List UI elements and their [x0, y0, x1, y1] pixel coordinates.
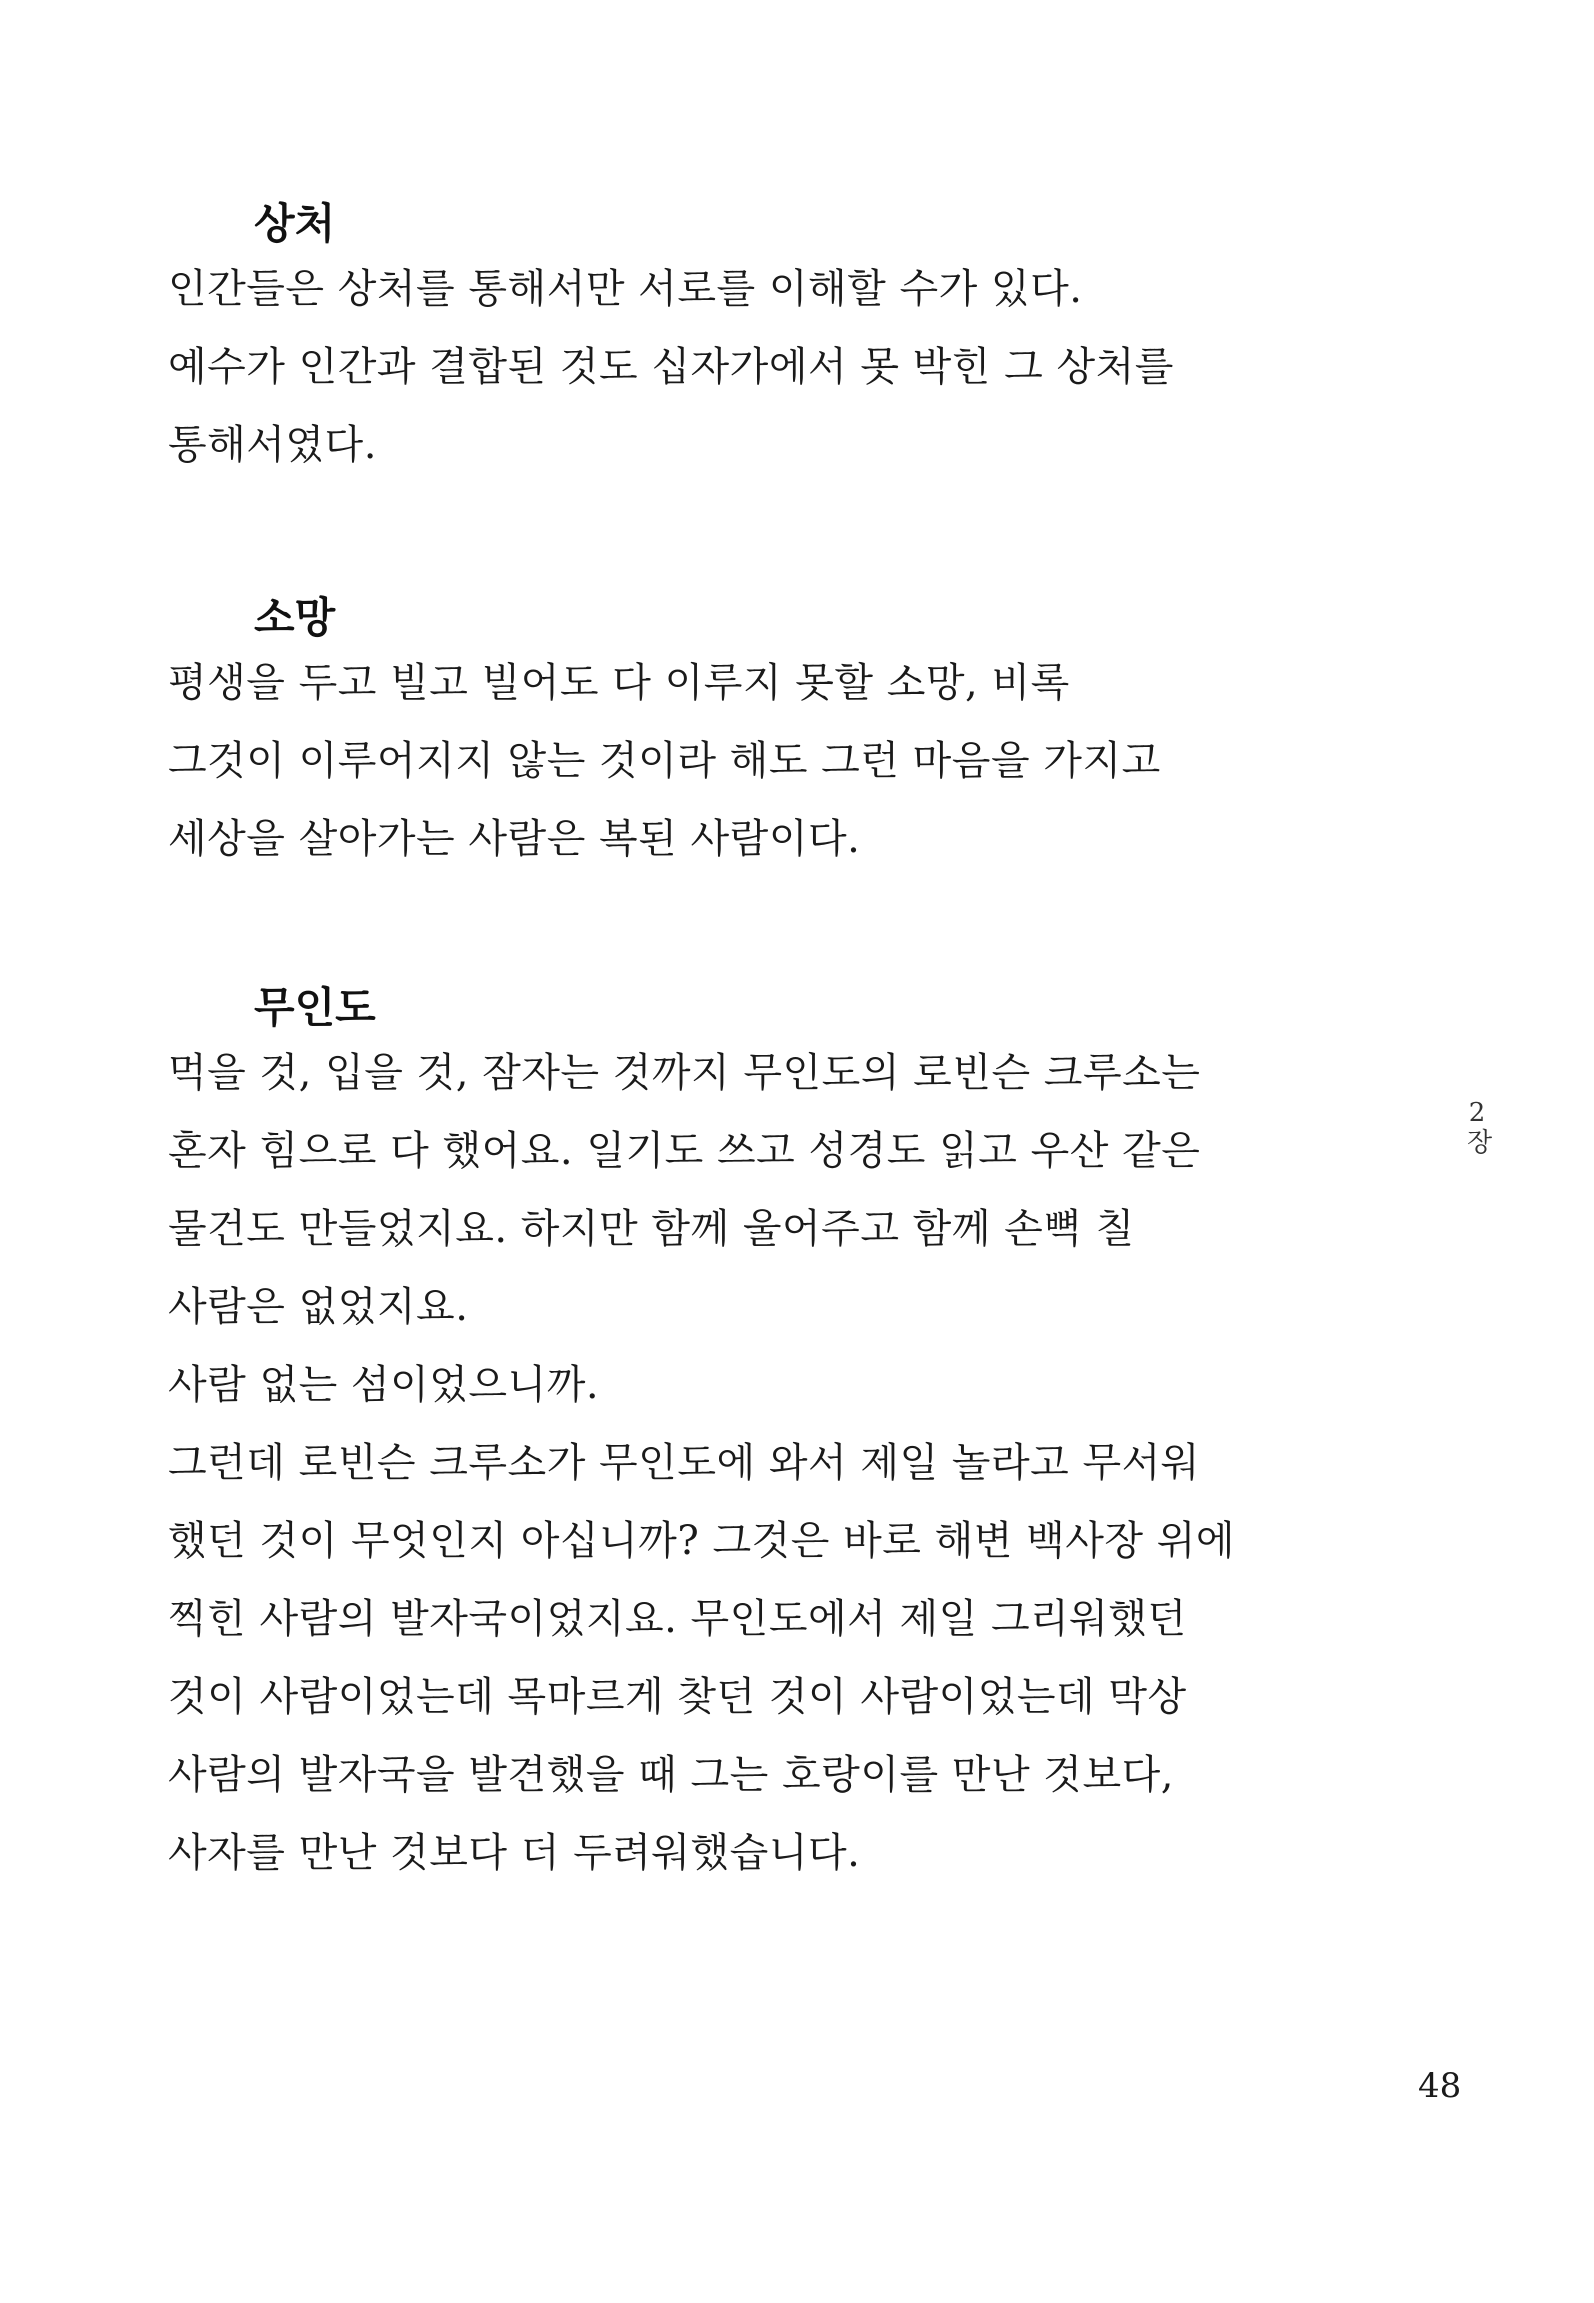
body-line: 인간들은 상처를 통해서만 서로를 이해할 수가 있다.: [168, 266, 1083, 312]
body-line: 사자를 만난 것보다 더 두려워했습니다.: [168, 1830, 861, 1876]
body-line: 찍힌 사람의 발자국이었지요. 무인도에서 제일 그리워했던: [168, 1596, 1187, 1642]
section-body: [168, 1034, 1235, 1892]
page-number: 48: [1418, 2066, 1462, 2106]
body-line: 물건도 만들었지요. 하지만 함께 울어주고 함께 손뼉 칠: [168, 1206, 1135, 1252]
section-body: [168, 644, 1161, 878]
body-line: 그런데 로빈슨 크루소가 무인도에 와서 제일 놀라고 무서워: [168, 1440, 1200, 1486]
section-title: 소망: [254, 593, 336, 642]
body-line: 먹을 것, 입을 것, 잠자는 것까지 무인도의 로빈슨 크루소는: [168, 1050, 1201, 1096]
body-line: 사람 없는 섬이었으니까.: [168, 1362, 600, 1408]
section-title: 무인도: [254, 983, 376, 1032]
body-line: 세상을 살아가는 사람은 복된 사람이다.: [168, 816, 861, 862]
section-title: 상처: [254, 199, 336, 248]
body-line: 것이 사람이었는데 목마르게 찾던 것이 사람이었는데 막상: [168, 1674, 1187, 1720]
body-line: 했던 것이 무엇인지 아십니까? 그것은 바로 해변 백사장 위에: [168, 1518, 1236, 1564]
section-body: [168, 250, 1174, 484]
body-line: 평생을 두고 빌고 빌어도 다 이루지 못할 소망, 비록: [168, 660, 1070, 706]
body-line: 예수가 인간과 결합된 것도 십자가에서 못 박힌 그 상처를: [168, 344, 1174, 390]
body-line: 혼자 힘으로 다 했어요. 일기도 쓰고 성경도 읽고 우산 같은: [168, 1128, 1201, 1174]
body-line: 그것이 이루어지지 않는 것이라 해도 그런 마음을 가지고: [168, 738, 1161, 784]
body-line: 사람의 발자국을 발견했을 때 그는 호랑이를 만난 것보다,: [168, 1752, 1174, 1798]
chapter-label: 2장: [1462, 1098, 1492, 1154]
body-line: 통해서였다.: [168, 422, 377, 468]
body-line: 사람은 없었지요.: [168, 1284, 469, 1330]
